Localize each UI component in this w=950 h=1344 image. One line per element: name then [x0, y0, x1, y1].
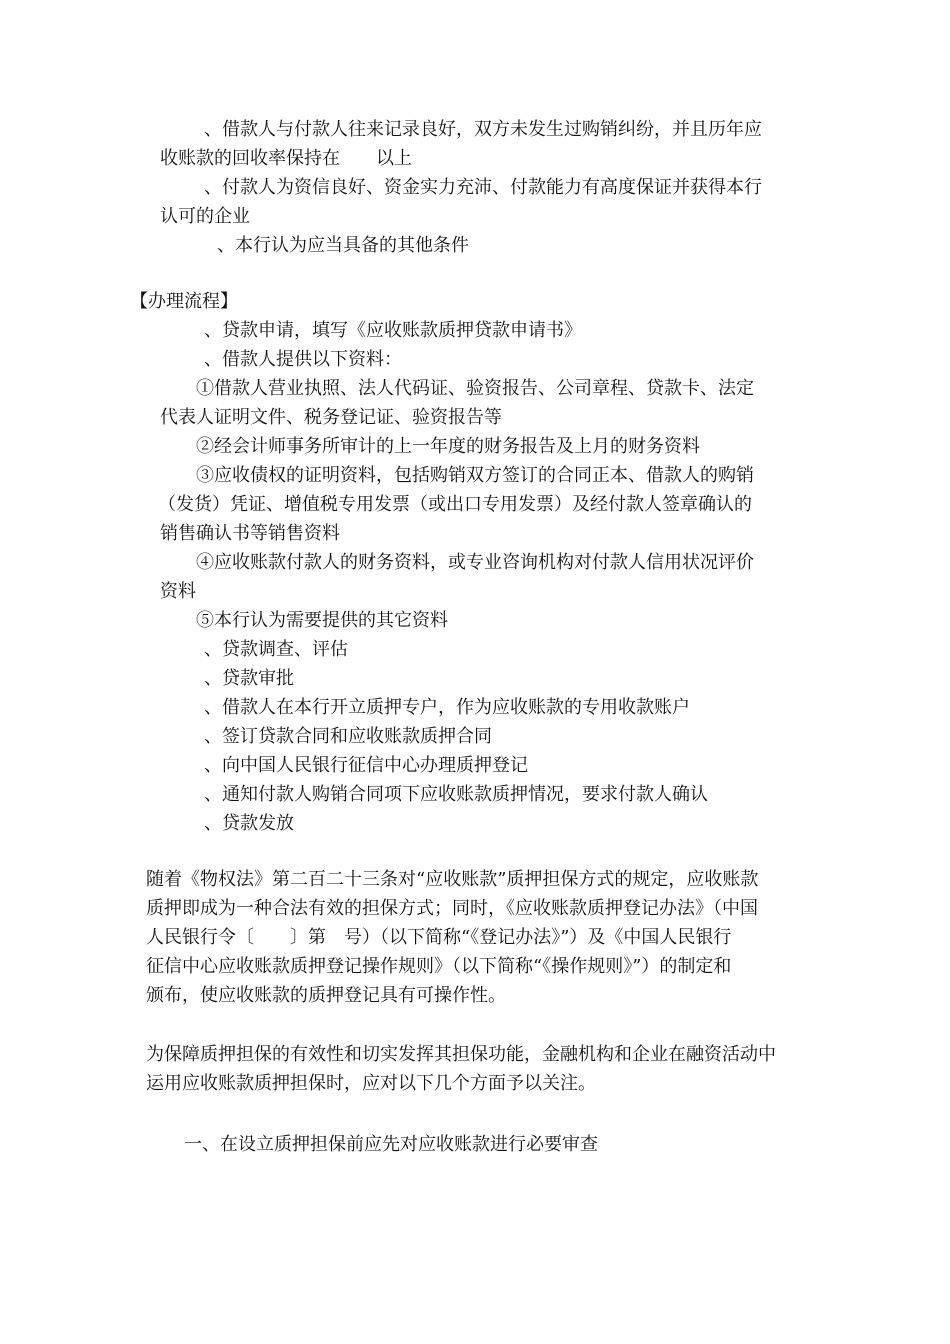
text-line: 销售确认书等销售资料 [160, 523, 340, 544]
text-line: 运用应收账款质押担保时，应对以下几个方面予以关注。 [146, 1073, 596, 1094]
text-line: 代表人证明文件、税务登记证、验资报告等 [160, 407, 502, 428]
text-line: ②经会计师事务所审计的上一年度的财务报告及上月的财务资料 [196, 436, 700, 457]
text-line: 收账款的回收率保持在 以上 [160, 148, 412, 169]
text-line: 、通知付款人购销合同项下应收账款质押情况，要求付款人确认 [204, 784, 708, 805]
text-line: 、付款人为资信良好、资金实力充沛、付款能力有高度保证并获得本行 [204, 177, 762, 198]
text-line: 、向中国人民银行征信中心办理质押登记 [204, 755, 528, 776]
text-line: （发货）凭证、增值税专用发票（或出口专用发票）及经付款人签章确认的 [158, 494, 752, 515]
text-line: 、贷款申请，填写《应收账款质押贷款申请书》 [204, 320, 582, 341]
text-line: 、本行认为应当具备的其他条件 [217, 235, 469, 256]
text-line: 征信中心应收账款质押登记操作规则》（以下简称“《操作规则》”）的制定和 [146, 956, 732, 977]
text-line: 资料 [160, 581, 196, 602]
text-line: 为保障质押担保的有效性和切实发挥其担保功能，金融机构和企业在融资活动中 [146, 1044, 776, 1065]
section-heading: 一、在设立质押担保前应先对应收账款进行必要审查 [184, 1134, 598, 1155]
text-line: ①借款人营业执照、法人代码证、验资报告、公司章程、贷款卡、法定 [196, 378, 754, 399]
text-line: ⑤本行认为需要提供的其它资料 [196, 610, 448, 631]
text-line: 人民银行令〔 〕第 号）（以下简称“《登记办法》”）及《中国人民银行 [146, 927, 732, 948]
section-heading: 【办理流程】 [130, 291, 238, 312]
text-line: 、借款人提供以下资料： [204, 349, 402, 370]
text-line: 、贷款发放 [204, 813, 294, 834]
text-line: 、借款人在本行开立质押专户，作为应收账款的专用收款账户 [204, 697, 690, 718]
text-line: 颁布，使应收账款的质押登记具有可操作性。 [146, 985, 506, 1006]
text-line: 认可的企业 [160, 206, 250, 227]
text-line: ④应收账款付款人的财务资料，或专业咨询机构对付款人信用状况评价 [196, 552, 754, 573]
text-line: 随着《物权法》第二百二十三条对“应收账款”质押担保方式的规定，应收账款 [146, 869, 759, 890]
text-line: 、贷款审批 [204, 668, 294, 689]
text-line: 、签订贷款合同和应收账款质押合同 [204, 726, 492, 747]
text-line: ③应收债权的证明资料，包括购销双方签订的合同正本、借款人的购销 [196, 465, 754, 486]
text-line: 、贷款调查、评估 [204, 639, 348, 660]
text-line: 、借款人与付款人往来记录良好，双方未发生过购销纠纷，并且历年应 [204, 119, 762, 140]
text-line: 质押即成为一种合法有效的担保方式；同时，《应收账款质押登记办法》（中国 [146, 898, 758, 919]
